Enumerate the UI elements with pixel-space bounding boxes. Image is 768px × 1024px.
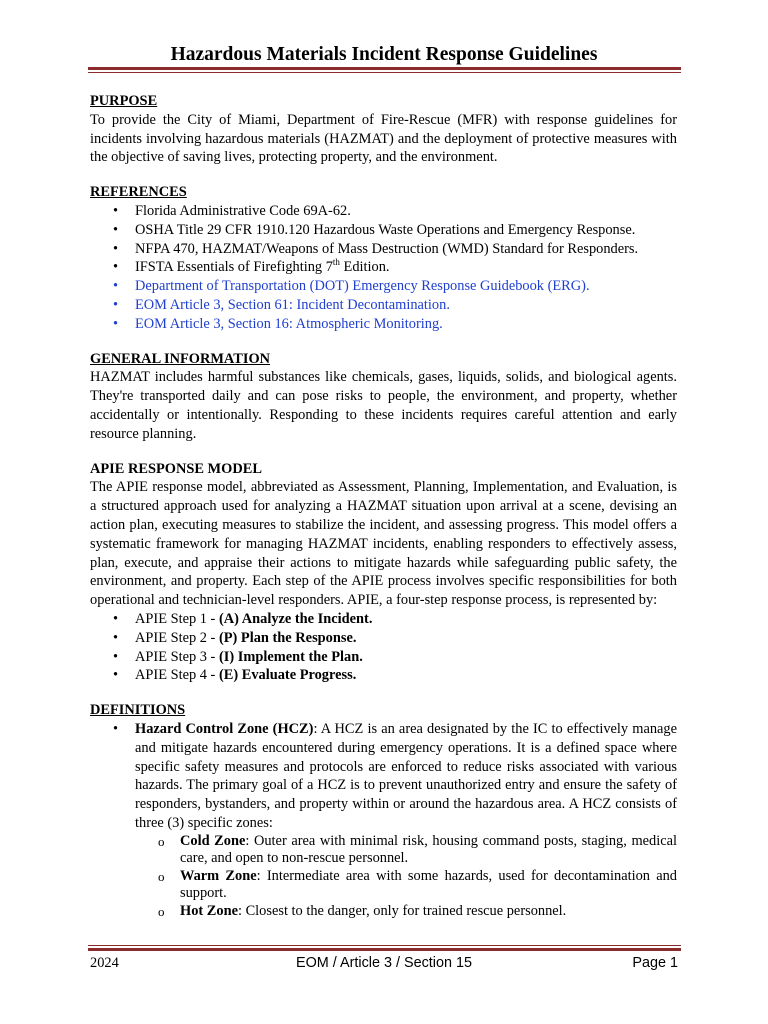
reference-link-monitoring[interactable]: • EOM Article 3, Section 16: Atmospheric Monitoring. [135, 315, 677, 334]
apie-step [135, 610, 677, 629]
footer-year: 2024 [90, 955, 119, 971]
apie-steps-list [90, 610, 677, 685]
apie-step [135, 629, 677, 648]
reference-link-decon[interactable]: • EOM Article 3, Section 61: Incident Decontamination. [135, 296, 677, 315]
purpose-heading: PURPOSE [90, 93, 158, 109]
definitions-section [90, 701, 677, 920]
apie-step-label: (P) Plan the Response. [218, 629, 357, 646]
purpose-section [90, 92, 677, 167]
apie-step-prefix: APIE Step 3 - [135, 648, 219, 665]
definition-term: Hazard Control Zone (HCZ) [135, 720, 314, 737]
references-section [90, 183, 677, 333]
apie-step-label: (E) Evaluate Progress. [218, 667, 357, 684]
reference-item [135, 258, 677, 277]
reference-item: • Florida Administrative Code 69A-62. [135, 202, 677, 221]
zone-item [180, 868, 677, 903]
definition-hcz [135, 720, 677, 920]
general-text: HAZMAT includes harmful substances like chemicals, gases, liquids, solids, and biological agents. They're transported daily and can pose risks to people, the environment, and property, whether accidentally or intentionally. Responding to these incidents requires careful attention and early resource planning. [90, 369, 677, 442]
apie-step-label: (A) Analyze the Incident. [218, 610, 373, 627]
zone-term: Warm Zone [180, 867, 257, 884]
definitions-heading: DEFINITIONS [90, 702, 186, 719]
apie-step-label: (I) Implement the Plan. [218, 648, 363, 665]
footer-section-ref: EOM / Article 3 / Section 15 [296, 955, 472, 971]
references-list [90, 202, 677, 334]
reference-text: Edition. [339, 259, 390, 276]
apie-step-prefix: APIE Step 2 - [135, 629, 219, 646]
document-body [90, 92, 677, 936]
zone-text: : Closest to the danger, only for trained rescue personnel. [237, 902, 567, 919]
apie-heading: APIE RESPONSE MODEL [90, 460, 262, 477]
zone-item [180, 833, 677, 868]
zone-text: : Intermediate area with some hazards, used for decontamination and support. [180, 867, 678, 902]
reference-item: • NFPA 470, HAZMAT/Weapons of Mass Destruction (WMD) Standard for Responders. [135, 240, 677, 259]
apie-step-prefix: APIE Step 4 - [135, 667, 219, 684]
zone-text: : Outer area with minimal risk, housing command posts, staging, medical care, and open to non-rescue personnel. [180, 832, 677, 867]
general-section [90, 350, 677, 444]
definition-text: : A HCZ is an area designated by the IC to effectively manage and mitigate hazards encountered during emergency operations. It is a defined space where specific safety measures and protocols are enforced to reduce risks associated with various hazards. The primary goal of a HCZ is to prevent unauthorized entry and ensure the safety of responders, bystanders, and property within or around the hazardous area. A HCZ consists of three (3) specific zones: [135, 720, 677, 831]
footer-rule [88, 945, 681, 951]
apie-step [135, 666, 677, 685]
zone-term: Cold Zone [180, 832, 246, 849]
reference-item: • OSHA Title 29 CFR 1910.120 Hazardous Waste Operations and Emergency Response. [135, 221, 677, 240]
apie-step [135, 648, 677, 667]
general-heading: GENERAL INFORMATION [90, 350, 271, 367]
definitions-list [90, 720, 677, 920]
purpose-text: To provide the City of Miami, Department of Fire-Rescue (MFR) with response guidelines for incidents involving hazardous materials (HAZMAT) and the deployment of protective measures with the objective of saving lives, protecting property, and the environment. [90, 111, 677, 166]
footer-page-number: Page 1 [632, 955, 678, 971]
references-heading: REFERENCES [90, 184, 187, 201]
page-title: Hazardous Materials Incident Response Guidelines [170, 44, 598, 65]
apie-step-prefix: APIE Step 1 - [135, 610, 219, 627]
zone-item [180, 903, 677, 921]
zones-list [135, 833, 677, 921]
apie-text: The APIE response model, abbreviated as Assessment, Planning, Implementation, and Evaluation, is a structured approach used for analyzing a HAZMAT situation upon arrival at a scene, devising an action plan, executing measures to stabilize the incident, and assessing progress. This model offers a systematic framework for managing HAZMAT incidents, enabling responders to effectively assess, plan, execute, and appraise their actions to mitigate hazards while safeguarding public safety, the environment, and property. Each step of the APIE process involves specific responsibilities for both operational and technician-level responders. APIE, a four-step response process, is represented by: [90, 479, 677, 609]
reference-text: IFSTA Essentials of Firefighting 7 [135, 259, 333, 276]
reference-superscript: th [332, 257, 340, 268]
header-rule [88, 67, 681, 73]
zone-term: Hot Zone [180, 902, 238, 919]
apie-section [90, 460, 677, 686]
reference-link-erg[interactable]: • Department of Transportation (DOT) Emergency Response Guidebook (ERG). [135, 277, 677, 296]
